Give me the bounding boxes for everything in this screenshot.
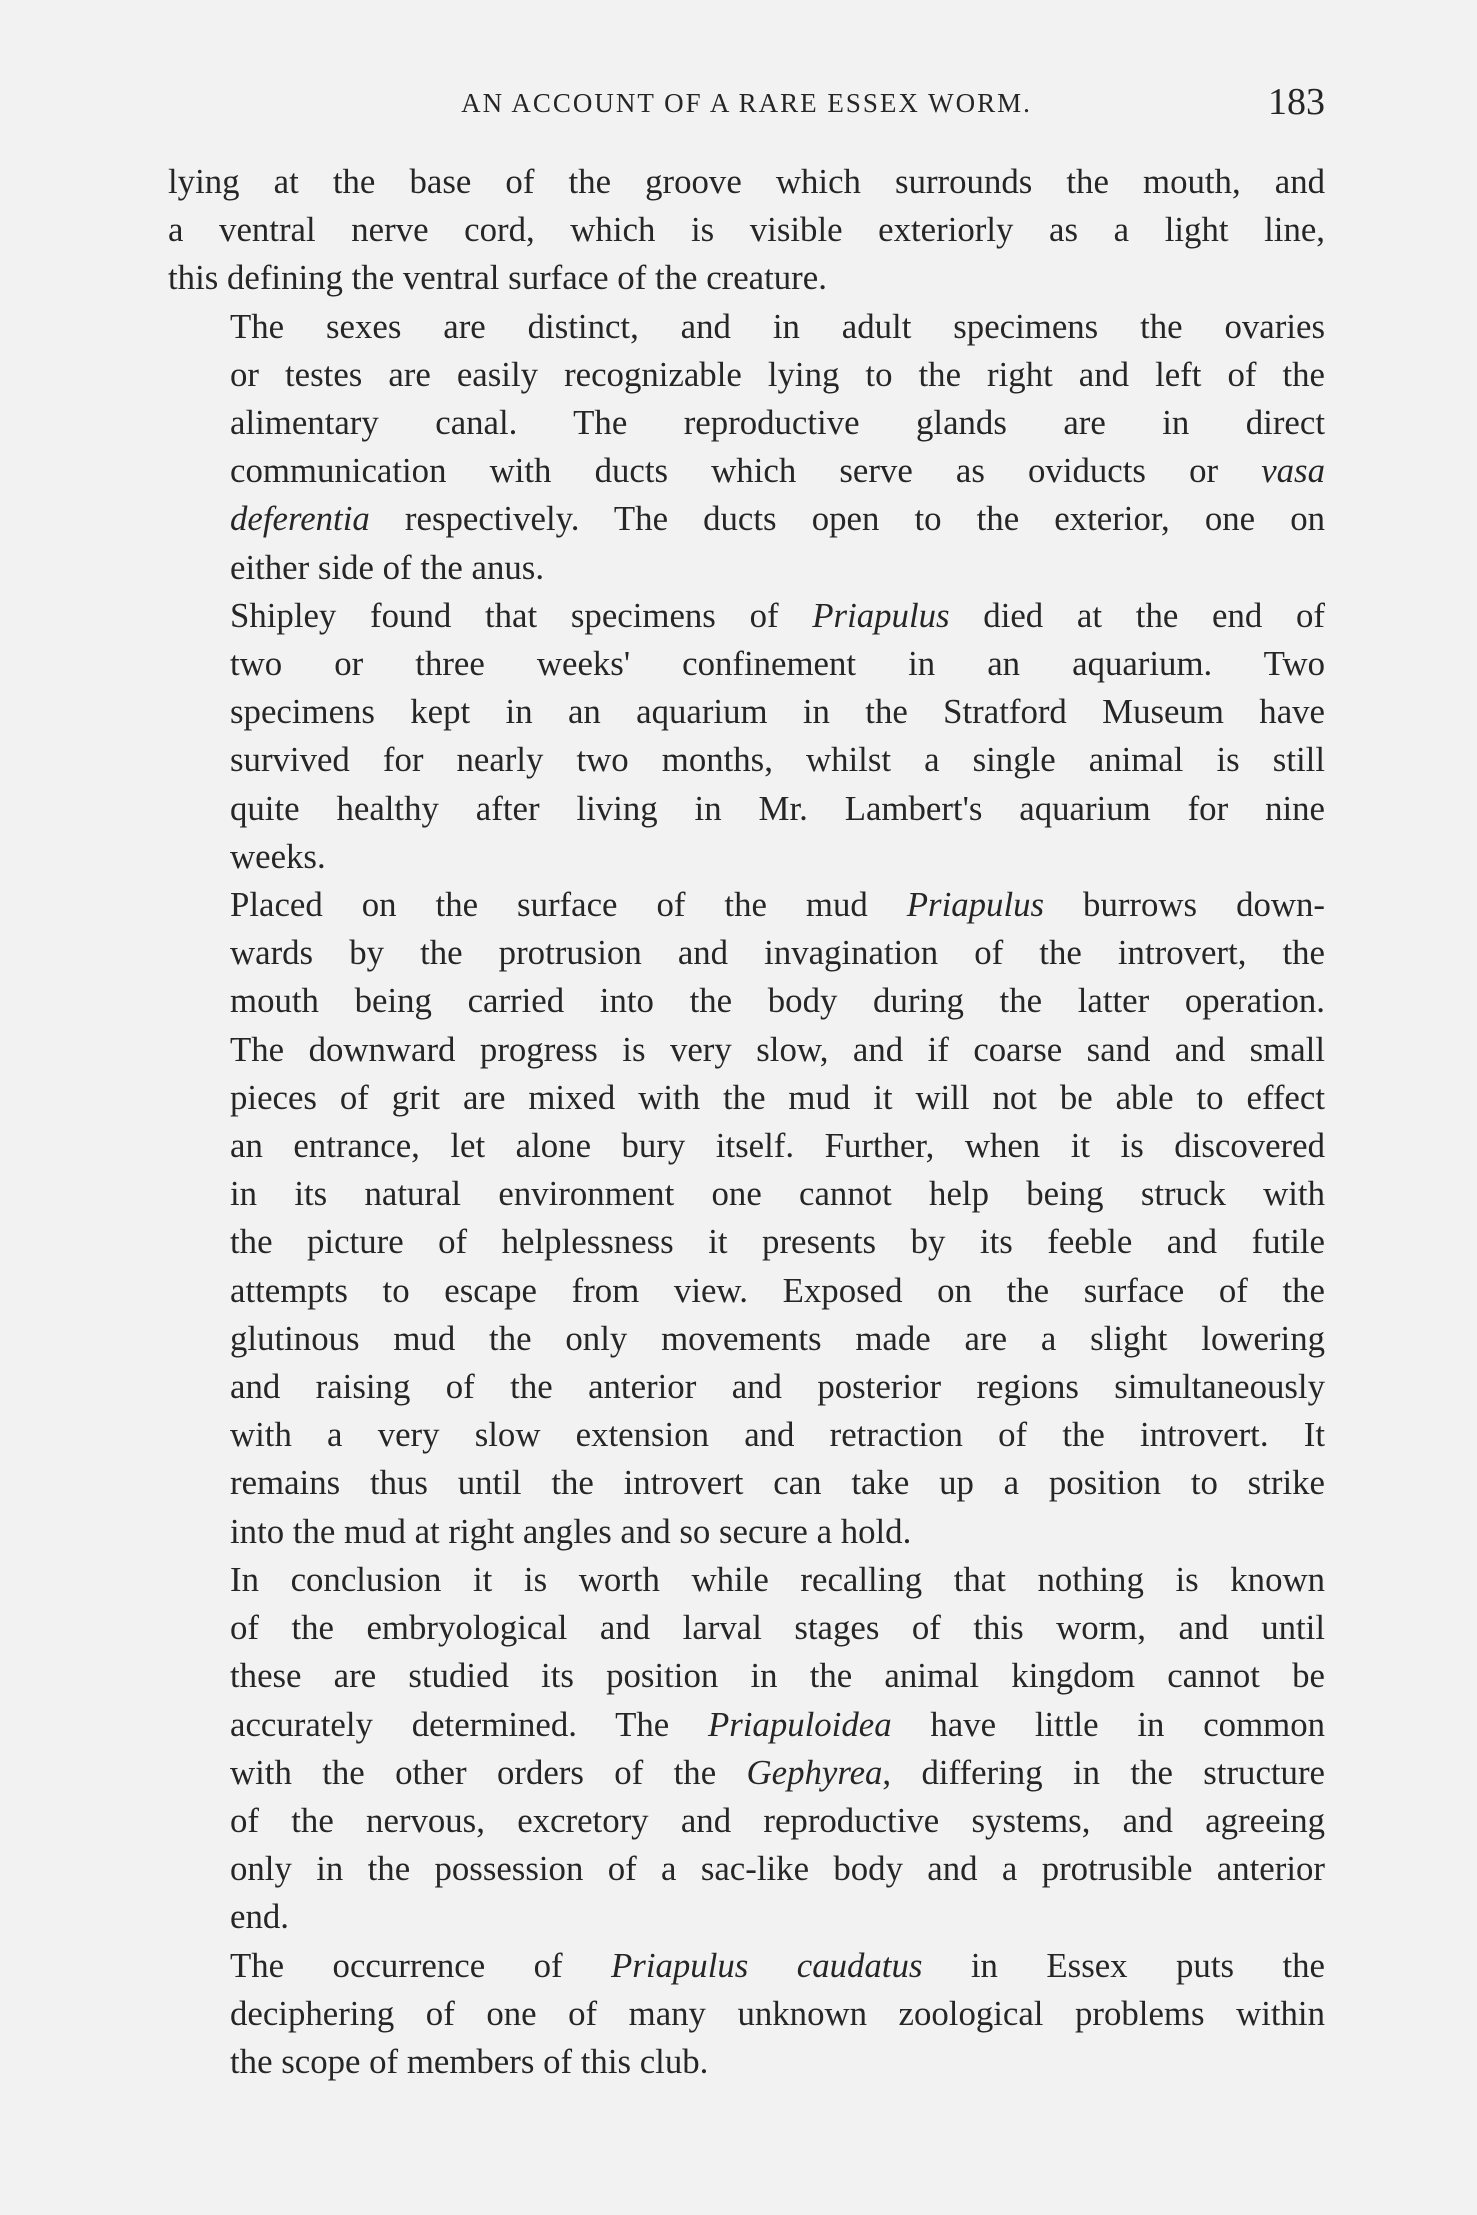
text-run: a ventral nerve cord, which is visible exteriorly as a light line, bbox=[168, 210, 1325, 250]
running-title: AN ACCOUNT OF A RARE ESSEX WORM. bbox=[461, 88, 1032, 118]
text-line bbox=[168, 1170, 1325, 1218]
text-run: these are studied its position in the animal kingdom cannot be bbox=[230, 1656, 1325, 1696]
text-run: the scope of members of this club. bbox=[230, 2041, 709, 2081]
text-run: wards by the protrusion and invagination of the introvert, the bbox=[230, 933, 1325, 973]
text-run: glutinous mud the only movements made are a slight lowering bbox=[230, 1318, 1325, 1358]
text-line bbox=[168, 1845, 1325, 1893]
text-run: the picture of helplessness it presents by its feeble and futile bbox=[230, 1222, 1325, 1262]
text-line bbox=[168, 785, 1325, 833]
text-run: with the other orders of the bbox=[230, 1752, 747, 1792]
text-run: attempts to escape from view. Exposed on the surface of the bbox=[230, 1270, 1325, 1310]
text-run: communication with ducts which serve as oviducts or bbox=[230, 451, 1262, 491]
text-line bbox=[168, 1652, 1325, 1700]
text-line bbox=[168, 1990, 1325, 2038]
text-run: died at the end of bbox=[949, 595, 1325, 635]
paragraph bbox=[168, 303, 1325, 592]
text-line bbox=[168, 833, 1325, 881]
paragraph bbox=[168, 592, 1325, 881]
italic-term: Gephyrea bbox=[746, 1752, 883, 1792]
italic-term: Priapulus bbox=[812, 595, 950, 635]
text-line bbox=[168, 2038, 1325, 2086]
italic-term: Priapulus caudatus bbox=[611, 1945, 923, 1985]
italic-term: deferentia bbox=[230, 499, 370, 539]
paragraph bbox=[168, 158, 1325, 303]
text-run: remains thus until the introvert can take up a position to strike bbox=[230, 1463, 1325, 1503]
text-run: two or three weeks' confinement in an aquarium. Two bbox=[230, 644, 1325, 684]
italic-term: Priapulus bbox=[906, 885, 1045, 925]
text-run: , differing in the structure bbox=[882, 1752, 1325, 1792]
text-line bbox=[168, 1749, 1325, 1797]
text-line bbox=[168, 447, 1325, 495]
text-run: In conclusion it is worth while recalling that nothing is known bbox=[230, 1559, 1325, 1599]
text-run: either side of the anus. bbox=[230, 547, 545, 587]
text-run: or testes are easily recognizable lying to the right and left of the bbox=[230, 354, 1325, 394]
text-run: weeks. bbox=[230, 836, 326, 876]
text-run: into the mud at right angles and so secure a hold. bbox=[230, 1511, 912, 1551]
text-run: The sexes are distinct, and in adult specimens the ovaries bbox=[230, 306, 1325, 346]
text-run: in its natural environment one cannot help being struck with bbox=[230, 1174, 1325, 1214]
text-run: The downward progress is very slow, and if coarse sand and small bbox=[230, 1029, 1325, 1069]
text-run: with a very slow extension and retraction of the introvert. It bbox=[230, 1415, 1325, 1455]
paragraph bbox=[168, 1556, 1325, 1942]
text-line bbox=[168, 881, 1325, 929]
text-run: an entrance, let alone bury itself. Further, when it is discovered bbox=[230, 1126, 1325, 1166]
text-run: end. bbox=[230, 1897, 289, 1937]
text-line bbox=[168, 1701, 1325, 1749]
text-run: survived for nearly two months, whilst a single animal is still bbox=[230, 740, 1325, 780]
text-run: quite healthy after living in Mr. Lambert's aquarium for nine bbox=[230, 788, 1325, 828]
text-line bbox=[168, 1942, 1325, 1990]
text-run: have little in common bbox=[891, 1704, 1325, 1744]
text-line bbox=[168, 1026, 1325, 1074]
text-line bbox=[168, 592, 1325, 640]
page-header bbox=[168, 78, 1325, 138]
body-text bbox=[168, 158, 1325, 2086]
text-line bbox=[168, 1556, 1325, 1604]
text-line bbox=[168, 1218, 1325, 1266]
text-run: pieces of grit are mixed with the mud it will not be able to effect bbox=[230, 1077, 1325, 1117]
text-run: this defining the ventral surface of the creature. bbox=[168, 258, 827, 298]
text-run: and raising of the anterior and posterior regions simultaneously bbox=[230, 1367, 1325, 1407]
text-run: Shipley found that specimens of bbox=[230, 595, 813, 635]
text-run: respectively. The ducts open to the exterior, one on bbox=[369, 499, 1325, 539]
text-run: in Essex puts the bbox=[922, 1945, 1325, 1985]
text-line bbox=[168, 1604, 1325, 1652]
text-line bbox=[168, 929, 1325, 977]
text-line bbox=[168, 158, 1325, 206]
text-line bbox=[168, 495, 1325, 543]
text-line bbox=[168, 303, 1325, 351]
text-line bbox=[168, 977, 1325, 1025]
text-run: deciphering of one of many unknown zoological problems within bbox=[230, 1993, 1325, 2033]
text-run: of the nervous, excretory and reproductive systems, and agreeing bbox=[230, 1800, 1325, 1840]
text-run: mouth being carried into the body during the latter operation. bbox=[230, 981, 1325, 1021]
italic-term: Priapuloidea bbox=[707, 1704, 892, 1744]
text-run: of the embryological and larval stages of this worm, and until bbox=[230, 1608, 1325, 1648]
text-line bbox=[168, 1315, 1325, 1363]
text-run: Placed on the surface of the mud bbox=[230, 885, 907, 925]
text-line bbox=[168, 206, 1325, 254]
text-line bbox=[168, 1459, 1325, 1507]
italic-term: vasa bbox=[1261, 451, 1325, 491]
text-line bbox=[168, 544, 1325, 592]
text-line bbox=[168, 1122, 1325, 1170]
text-line bbox=[168, 254, 1325, 302]
text-line bbox=[168, 1267, 1325, 1315]
text-line bbox=[168, 1893, 1325, 1941]
text-line bbox=[168, 1363, 1325, 1411]
text-run: accurately determined. The bbox=[230, 1704, 708, 1744]
text-line bbox=[168, 1508, 1325, 1556]
text-run: burrows down- bbox=[1044, 885, 1325, 925]
text-line bbox=[168, 1074, 1325, 1122]
text-line bbox=[168, 351, 1325, 399]
text-line bbox=[168, 1411, 1325, 1459]
text-line bbox=[168, 736, 1325, 784]
text-run: alimentary canal. The reproductive glands are in direct bbox=[230, 403, 1325, 443]
text-line bbox=[168, 1797, 1325, 1845]
text-line bbox=[168, 688, 1325, 736]
text-run: specimens kept in an aquarium in the Stratford Museum have bbox=[230, 692, 1325, 732]
text-run: The occurrence of bbox=[230, 1945, 612, 1985]
text-line bbox=[168, 640, 1325, 688]
text-run: only in the possession of a sac-like body and a protrusible anterior bbox=[230, 1849, 1325, 1889]
text-line bbox=[168, 399, 1325, 447]
page-number: 183 bbox=[1268, 81, 1325, 123]
paragraph bbox=[168, 881, 1325, 1556]
text-run: lying at the base of the groove which surrounds the mouth, and bbox=[168, 162, 1325, 201]
paragraph bbox=[168, 1942, 1325, 2087]
